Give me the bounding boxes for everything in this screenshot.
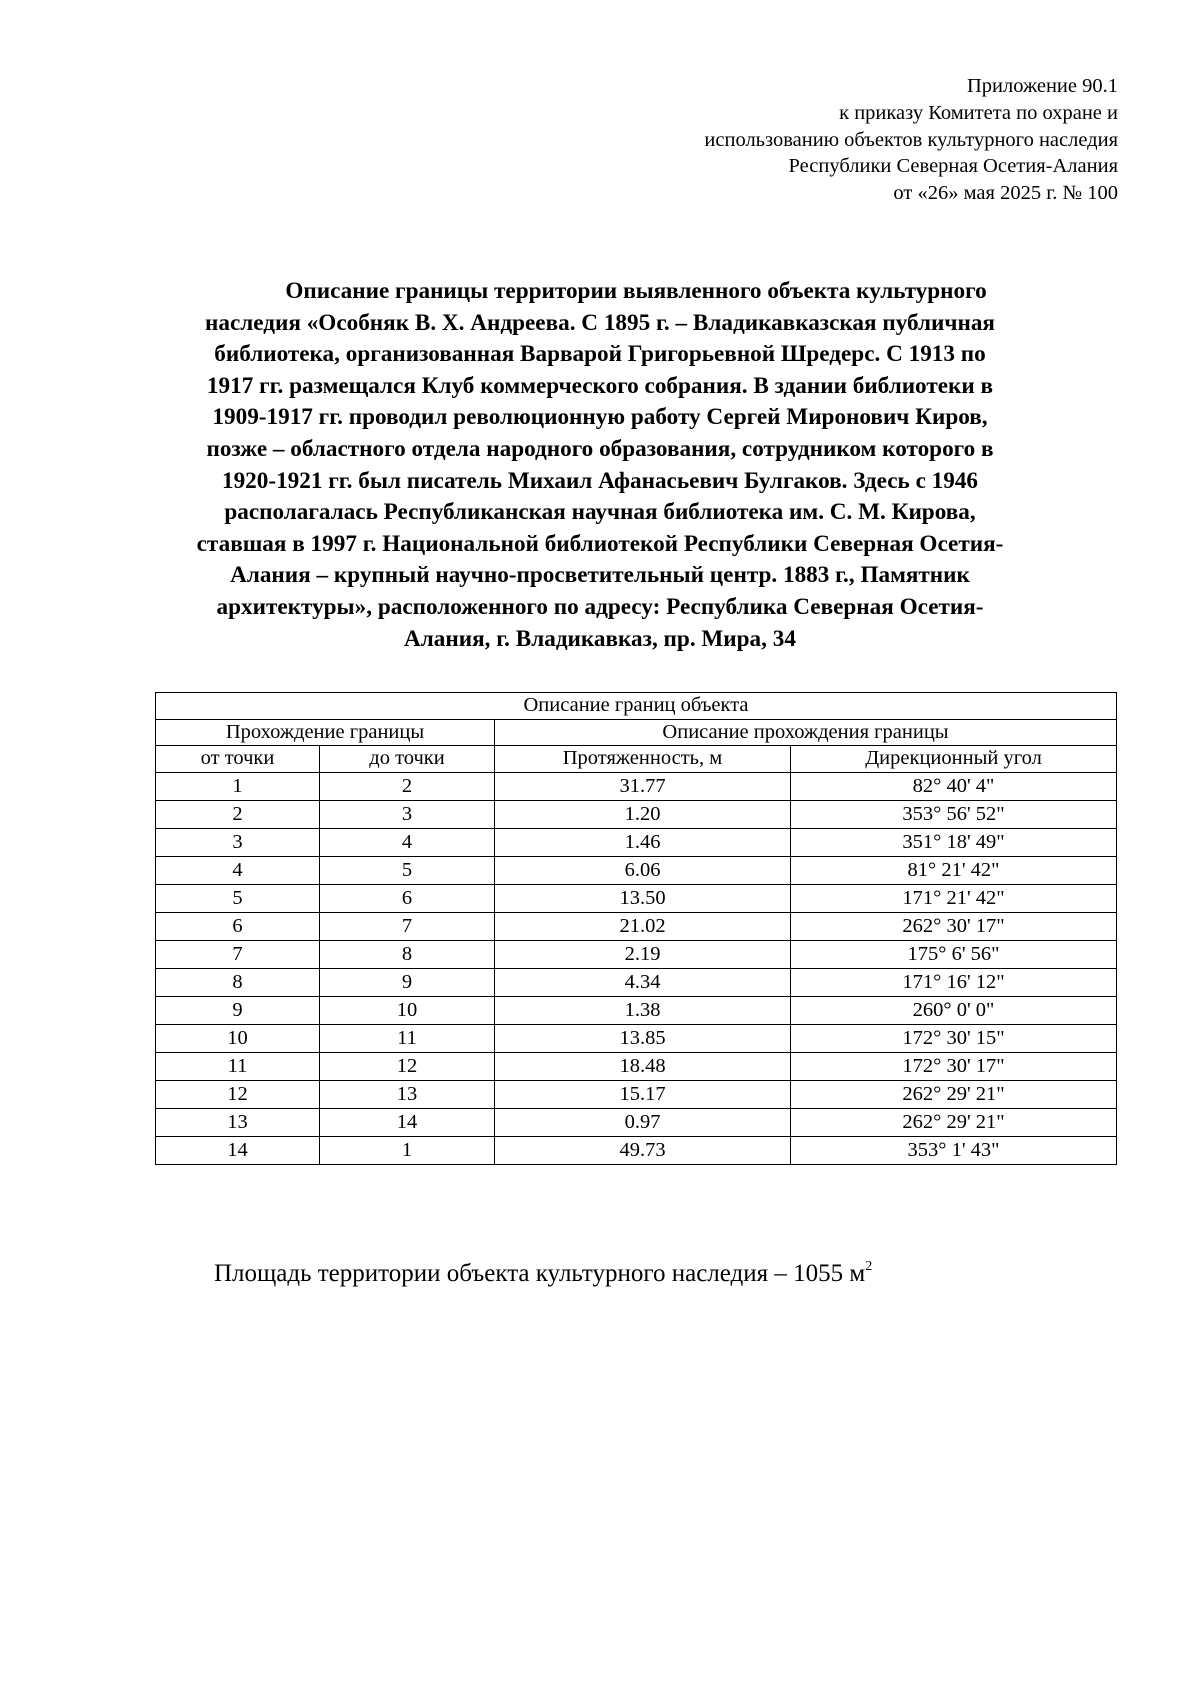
title-line: Алания, г. Владикавказ, пр. Мира, 34 [404,625,796,652]
table-row [156,1108,1117,1136]
title-line: располагалась Республиканская научная библиотека им. С. М. Кирова, [224,499,976,526]
cell-angle: 262° 30' 17" [791,912,1117,940]
cell-angle: 172° 30' 17" [791,1052,1117,1080]
table-row [156,828,1117,856]
cell-length: 13.50 [495,884,791,912]
cell-from-point: 13 [156,1108,320,1136]
cell-from-point: 8 [156,968,320,996]
area-statement [214,1258,872,1290]
title-line: наследия «Особняк В. Х. Андреева. С 1895 г. – Владикавказская публичная [205,309,995,336]
area-unit-superscript: 2 [865,1259,873,1274]
table-group-header-row [156,719,1117,746]
title-line: 1917 гг. размещался Клуб коммерческого собрания. В здании библиотеки в [206,372,994,399]
cell-length: 6.06 [495,856,791,884]
cell-length: 49.73 [495,1136,791,1164]
title-line: 1909-1917 гг. проводил революционную работу Сергей Миронович Киров, [212,404,988,431]
table-row [156,1080,1117,1108]
appendix-line: использованию объектов культурного наследия [704,128,1118,151]
table-row [156,884,1117,912]
cell-to-point: 5 [320,856,495,884]
cell-from-point: 12 [156,1080,320,1108]
table-caption-row [156,693,1117,720]
table-column-header-row [156,746,1117,773]
group-header-description: Описание прохождения границы [495,719,1117,746]
cell-angle: 353° 1' 43" [791,1136,1117,1164]
cell-to-point: 3 [320,800,495,828]
appendix-header [518,73,1118,207]
column-header-angle: Дирекционный угол [791,746,1117,773]
table-row [156,912,1117,940]
column-header-length: Протяженность, м [495,746,791,773]
cell-from-point: 10 [156,1024,320,1052]
cell-angle: 81° 21' 42" [791,856,1117,884]
cell-length: 4.34 [495,968,791,996]
document-title [130,276,1070,655]
cell-from-point: 2 [156,800,320,828]
area-text: Площадь территории объекта культурного наследия – 1055 м [214,1260,866,1287]
title-line: Алания – крупный научно-просветительный центр. 1883 г., Памятник [230,562,970,589]
cell-from-point: 9 [156,996,320,1024]
table-row [156,856,1117,884]
cell-from-point: 3 [156,828,320,856]
cell-to-point: 7 [320,912,495,940]
cell-length: 2.19 [495,940,791,968]
cell-length: 31.77 [495,772,791,800]
appendix-line: Республики Северная Осетия-Алания [788,155,1118,178]
cell-from-point: 14 [156,1136,320,1164]
table-row [156,1052,1117,1080]
cell-from-point: 11 [156,1052,320,1080]
boundary-table [155,692,1117,1165]
cell-from-point: 5 [156,884,320,912]
cell-to-point: 1 [320,1136,495,1164]
table-row [156,800,1117,828]
cell-angle: 262° 29' 21" [791,1080,1117,1108]
cell-to-point: 9 [320,968,495,996]
cell-to-point: 13 [320,1080,495,1108]
cell-to-point: 12 [320,1052,495,1080]
cell-from-point: 6 [156,912,320,940]
appendix-line: от «26» мая 2025 г. № 100 [893,182,1118,205]
cell-to-point: 8 [320,940,495,968]
cell-to-point: 10 [320,996,495,1024]
cell-length: 1.46 [495,828,791,856]
cell-from-point: 4 [156,856,320,884]
table-row [156,968,1117,996]
table-row [156,1136,1117,1164]
title-line: архитектуры», расположенного по адресу: Республика Северная Осетия- [216,593,984,620]
title-line: библиотека, организованная Варварой Григорьевной Шредерс. С 1913 по [214,341,986,368]
cell-from-point: 1 [156,772,320,800]
title-line: Описание границы территории выявленного объекта культурного [285,278,987,304]
table-body [156,772,1117,1164]
cell-to-point: 2 [320,772,495,800]
title-line: позже – областного отдела народного образования, сотрудником которого в [206,435,994,462]
cell-angle: 82° 40' 4" [791,772,1117,800]
cell-to-point: 11 [320,1024,495,1052]
table-row [156,1024,1117,1052]
table-row [156,772,1117,800]
title-line: ставшая в 1997 г. Национальной библиотекой Республики Северная Осетия- [196,530,1004,557]
group-header-passage: Прохождение границы [156,719,495,746]
cell-length: 13.85 [495,1024,791,1052]
column-header-from-point: от точки [156,746,320,773]
cell-angle: 262° 29' 21" [791,1108,1117,1136]
cell-angle: 351° 18' 49" [791,828,1117,856]
title-line: 1920-1921 гг. был писатель Михаил Афанасьевич Булгаков. Здесь с 1946 [221,467,979,494]
cell-angle: 172° 30' 15" [791,1024,1117,1052]
cell-angle: 171° 21' 42" [791,884,1117,912]
cell-length: 21.02 [495,912,791,940]
cell-to-point: 4 [320,828,495,856]
appendix-line: Приложение 90.1 [966,75,1118,97]
cell-angle: 260° 0' 0" [791,996,1117,1024]
table-row [156,940,1117,968]
cell-from-point: 7 [156,940,320,968]
column-header-to-point: до точки [320,746,495,773]
cell-length: 1.38 [495,996,791,1024]
cell-to-point: 14 [320,1108,495,1136]
table-caption: Описание границ объекта [156,693,1117,720]
cell-angle: 353° 56' 52" [791,800,1117,828]
cell-angle: 171° 16' 12" [791,968,1117,996]
appendix-line: к приказу Комитета по охране и [839,101,1118,124]
cell-length: 1.20 [495,800,791,828]
cell-length: 0.97 [495,1108,791,1136]
table-row [156,996,1117,1024]
cell-angle: 175° 6' 56" [791,940,1117,968]
cell-length: 15.17 [495,1080,791,1108]
cell-to-point: 6 [320,884,495,912]
cell-length: 18.48 [495,1052,791,1080]
